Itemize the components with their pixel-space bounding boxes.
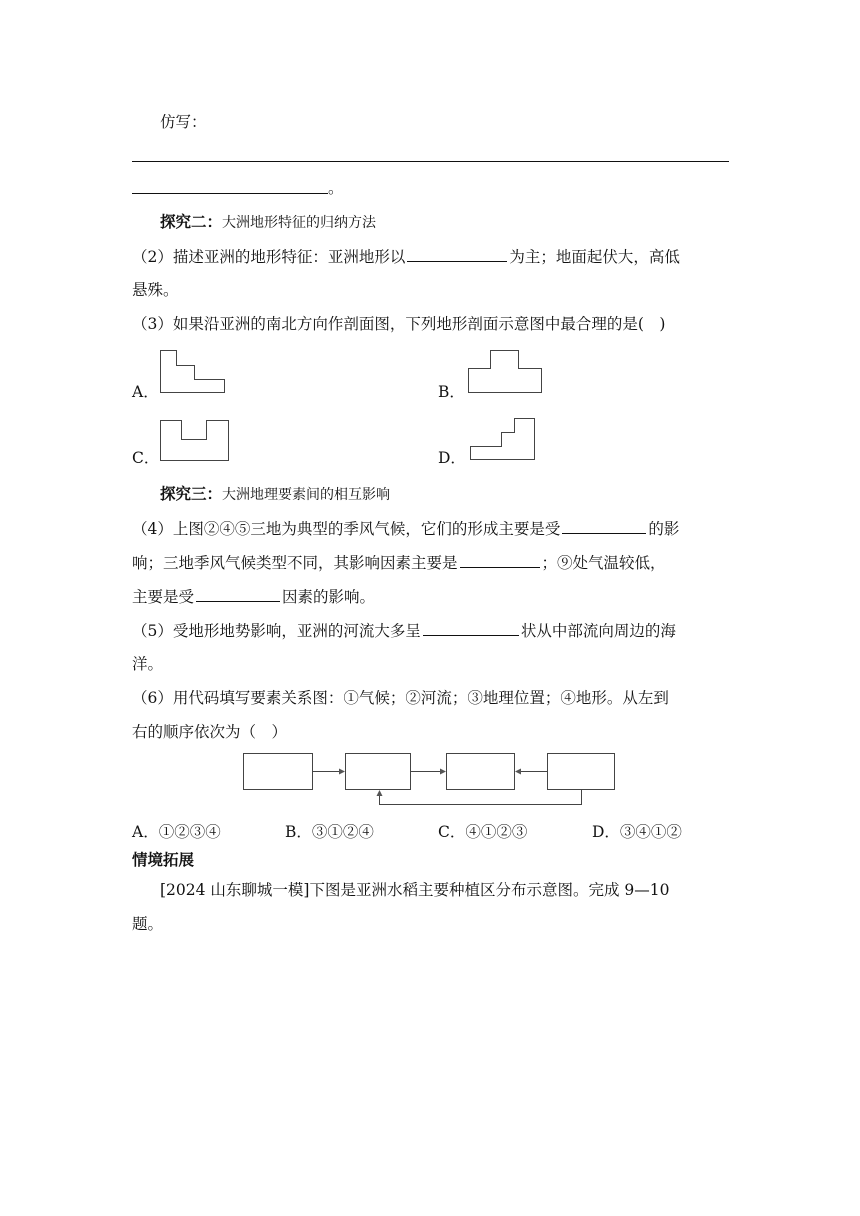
answer-line-2[interactable] xyxy=(132,193,328,194)
q4-text-5: 主要是受 xyxy=(132,588,195,606)
profile-figure-b xyxy=(468,350,544,395)
q3-option-c[interactable]: C． xyxy=(132,449,160,467)
diagram-box-2[interactable] xyxy=(346,754,411,790)
extension-text-line-2: 题。 xyxy=(132,915,164,933)
question-2-line-2: 悬殊。 xyxy=(132,281,179,299)
inquiry2-title: 大洲地形特征的归纳方法 xyxy=(222,215,377,231)
inquiry3-heading xyxy=(160,484,390,505)
q4-text-4: ；⑨处气温较低， xyxy=(541,554,666,572)
question-6-line-1: （6）用代码填写要素关系图：①气候；②河流；③地理位置；④地形。从左到 xyxy=(132,689,669,707)
q5-blank[interactable] xyxy=(423,620,519,636)
q4-blank-1[interactable] xyxy=(562,518,646,534)
extension-heading: 情境拓展 xyxy=(132,850,195,869)
imitate-end: 。 xyxy=(328,179,344,197)
q4-text-1: （4）上图②④⑤三地为典型的季风气候，它们的形成主要是受 xyxy=(132,520,561,538)
element-relationship-diagram xyxy=(242,752,618,808)
question-2-line-1 xyxy=(132,246,680,267)
question-5-line-1 xyxy=(132,620,676,641)
q6-option-b[interactable]: B．③①②④ xyxy=(285,823,374,841)
inquiry2-heading xyxy=(160,212,376,233)
inquiry3-label: 探究三： xyxy=(160,484,223,503)
diagram-arrow-4-2 xyxy=(380,790,582,805)
answer-line-1[interactable] xyxy=(132,161,729,162)
q3-option-b[interactable]: B． xyxy=(438,383,465,401)
extension-text-line-1: [2024 山东聊城一模]下图是亚洲水稻主要种植区分布示意图。完成 9—10 xyxy=(160,881,670,899)
q6-option-c[interactable]: C．④①②③ xyxy=(438,823,528,841)
diagram-box-1[interactable] xyxy=(244,754,313,790)
q2-blank[interactable] xyxy=(407,246,507,262)
q6-option-a[interactable]: A．①②③④ xyxy=(132,823,221,841)
question-3-text: （3）如果沿亚洲的南北方向作剖面图，下列地形剖面示意图中最合理的是( ) xyxy=(132,315,666,333)
q3-option-d[interactable]: D． xyxy=(438,449,466,467)
question-4-line-2 xyxy=(132,552,666,573)
diagram-box-4[interactable] xyxy=(548,754,615,790)
q4-blank-2[interactable] xyxy=(460,552,540,568)
profile-figure-c xyxy=(160,420,232,462)
question-5-line-2: 洋。 xyxy=(132,655,164,673)
q2-text-pre: （2）描述亚洲的地形特征：亚洲地形以 xyxy=(132,248,406,266)
question-4-line-1 xyxy=(132,518,679,539)
q4-blank-3[interactable] xyxy=(196,586,280,602)
imitate-label: 仿写： xyxy=(160,113,207,131)
q6-option-d[interactable]: D．③④①② xyxy=(592,823,682,841)
q5-text-pre: （5）受地形地势影响，亚洲的河流大多呈 xyxy=(132,622,421,640)
inquiry3-title: 大洲地理要素间的相互影响 xyxy=(222,487,391,503)
q4-text-3: 响；三地季风气候类型不同，其影响因素主要是 xyxy=(132,554,458,572)
q2-text-post: 为主；地面起伏大，高低 xyxy=(509,248,680,266)
q3-option-a[interactable]: A． xyxy=(132,383,159,401)
inquiry2-label: 探究二： xyxy=(160,212,223,231)
question-6-line-2: 右的顺序依次为（ ） xyxy=(132,723,288,741)
q4-text-2: 的影 xyxy=(648,520,680,538)
q4-text-6: 因素的影响。 xyxy=(282,588,376,606)
question-4-line-3 xyxy=(132,586,375,607)
profile-figure-a xyxy=(160,350,230,395)
diagram-box-3[interactable] xyxy=(447,754,515,790)
q5-text-post: 状从中部流向周边的海 xyxy=(520,622,676,640)
profile-figure-d xyxy=(470,418,538,462)
